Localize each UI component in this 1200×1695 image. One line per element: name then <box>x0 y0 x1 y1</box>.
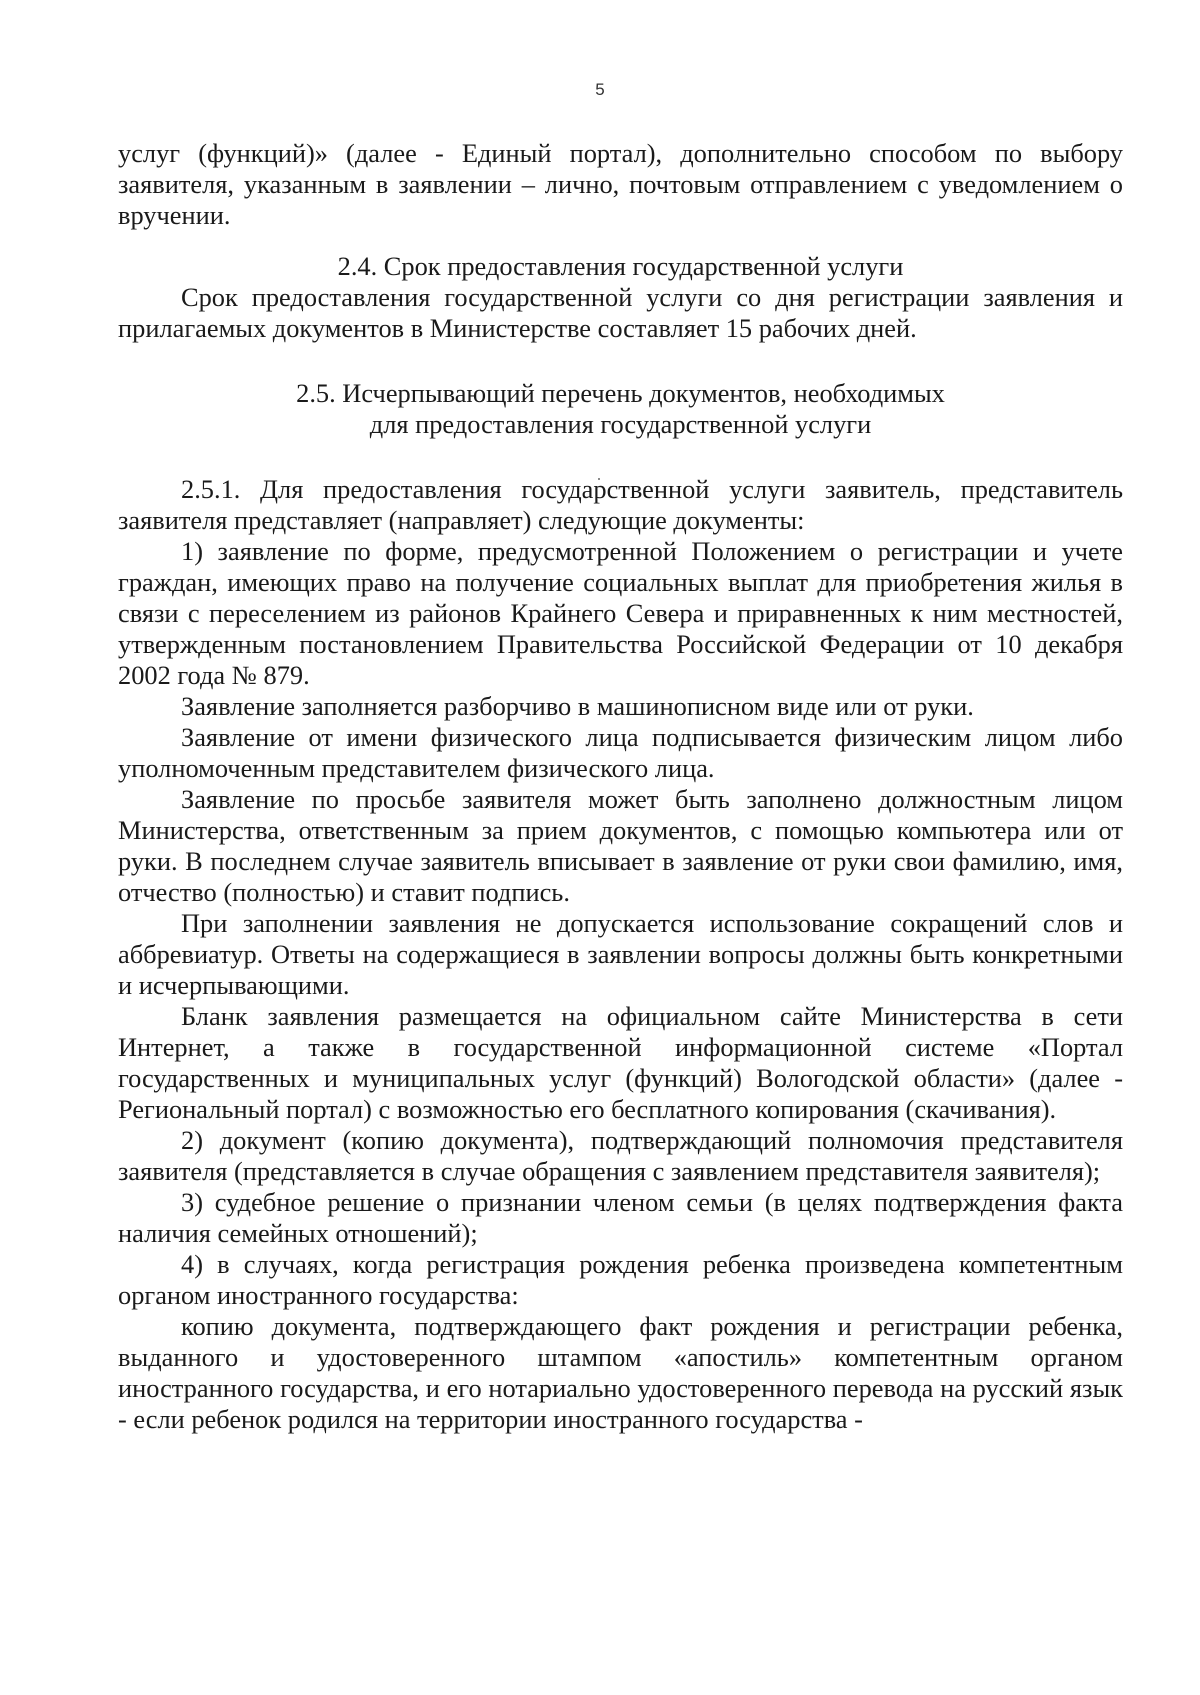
list-item-1: 1) заявление по форме, предусмотренной Положением о регистрации и учете граждан, имеющих право на получение социальных выплат для приобретения жилья в связи с переселением из районов Крайнего Севера и приравненных к ним местностей, утвержденным постановлением Правительства Российской Федерации от 10 декабря 2002 года № 879. <box>118 536 1123 690</box>
paragraph-continuation: услуг (функций)» (далее - Единый портал), дополнительно способом по выбору заявителя, указанным в заявлении – лично, почтовым отправлением с уведомлением о вручении. <box>118 138 1123 230</box>
paragraph-foreign-birth: копию документа, подтверждающего факт рождения и регистрации ребенка, выданного и удостоверенного штампом «апостиль» компетентным органом иностранного государства, и его нотариально удостоверенного перевода на русский язык - если ребенок родился на территории иностранного государства - <box>118 1311 1123 1434</box>
paragraph-abbreviations: При заполнении заявления не допускается использование сокращений слов и аббревиатур. Ответы на содержащиеся в заявлении вопросы должны быть конкретными и исчерпывающими. <box>118 908 1123 1000</box>
document-body <box>118 138 1123 1435</box>
list-item-3: 3) судебное решение о признании членом семьи (в целях подтверждения факта наличия семейных отношений); <box>118 1187 1123 1248</box>
section-heading-2-4: 2.4. Срок предоставления государственной услуги <box>337 251 904 281</box>
paragraph-official-fill: Заявление по просьбе заявителя может быть заполнено должностным лицом Министерства, ответственным за прием документов, с помощью компьютера или от руки. В последнем случае заявитель вписывает в заявление от руки свои фамилию, имя, отчество (полностью) и ставит подпись. <box>118 784 1123 907</box>
paragraph-signature: Заявление от имени физического лица подписывается физическим лицом либо уполномоченным представителем физического лица. <box>118 722 1123 783</box>
page-number: 5 <box>595 80 605 99</box>
paragraph-service-term: Срок предоставления государственной услуги со дня регистрации заявления и прилагаемых документов в Министерстве составляет 15 рабочих дней. <box>118 282 1123 343</box>
paragraph-filling: Заявление заполняется разборчиво в машинописном виде или от руки. <box>181 691 974 721</box>
section-heading-2-5-line1: 2.5. Исчерпывающий перечень документов, необходимых <box>296 378 945 408</box>
list-item-4: 4) в случаях, когда регистрация рождения ребенка произведена компетентным органом иностранного государства: <box>118 1249 1123 1310</box>
list-item-2: 2) документ (копию документа), подтверждающий полномочия представителя заявителя (представляется в случае обращения с заявлением представителя заявителя); <box>118 1125 1123 1186</box>
paragraph-form-blank: Бланк заявления размещается на официальном сайте Министерства в сети Интернет, а также в государственной информационной системе «Портал государственных и муниципальных услуг (функций) Вологодской области» (далее - Региональный портал) с возможностью его бесплатного копирования (скачивания). <box>118 1001 1123 1124</box>
paragraph-2-5-1: 2.5.1. Для предоставления государственной услуги заявитель, представитель заявителя представляет (направляет) следующие документы: <box>118 474 1123 535</box>
section-heading-2-5-line2: для предоставления государственной услуги <box>369 409 872 439</box>
